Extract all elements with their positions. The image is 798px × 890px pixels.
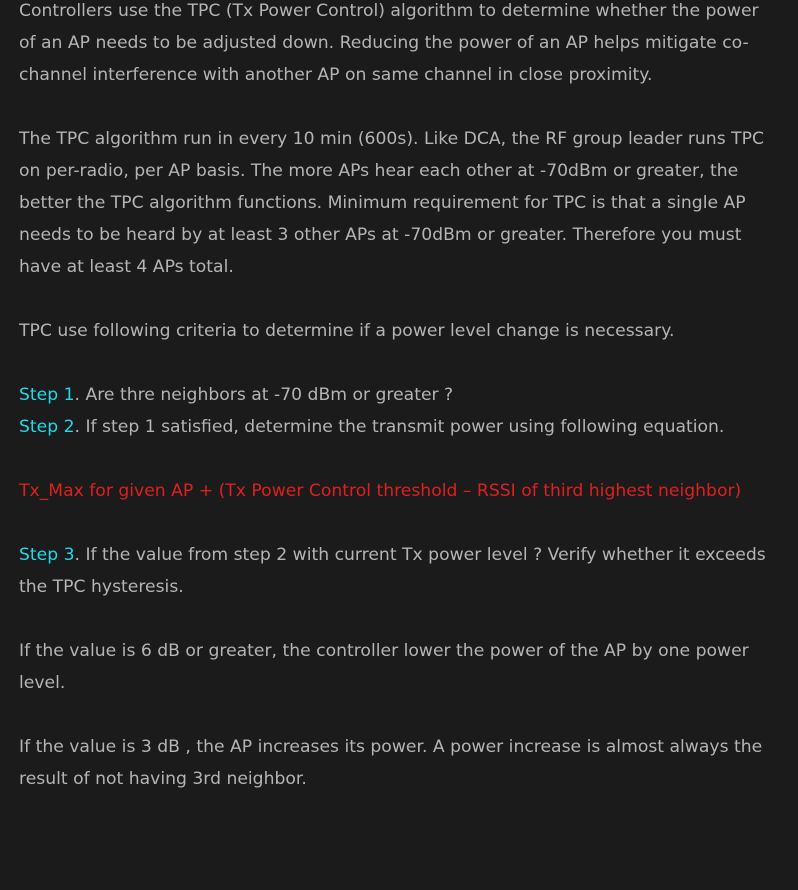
step-3-text: . If the value from step 2 with current Tx power level ? Verify whether it exceeds the TPC hysteresis. <box>19 545 766 597</box>
step-3-line <box>19 539 779 603</box>
decrease-power-paragraph: If the value is 6 dB or greater, the controller lower the power of the AP by one power level. <box>19 641 749 693</box>
step-1-line <box>19 379 779 411</box>
tpc-schedule-paragraph: The TPC algorithm run in every 10 min (600s). Like DCA, the RF group leader runs TPC on per-radio, per AP basis. The more APs hear each other at -70dBm or greater, the better the TPC algorithm functions. Minimum requirement for TPC is that a single AP needs to be heard by at least 3 other APs at -70dBm or greater. Therefore you must have at least 4 APs total. <box>19 129 764 277</box>
criteria-paragraph: TPC use following criteria to determine if a power level change is necessary. <box>19 321 675 341</box>
step-1-label: Step 1 <box>19 385 75 405</box>
article-body <box>19 0 779 827</box>
step-1-text: . Are thre neighbors at -70 dBm or greater ? <box>74 385 454 405</box>
step-2-text: . If step 1 satisfied, determine the transmit power using following equation. <box>74 417 725 437</box>
increase-power-paragraph: If the value is 3 dB , the AP increases its power. A power increase is almost always the result of not having 3rd neighbor. <box>19 737 763 789</box>
intro-paragraph: Controllers use the TPC (Tx Power Control) algorithm to determine whether the power of an AP needs to be adjusted down. Reducing the power of an AP helps mitigate co-channel interference with another AP on same channel in close proximity. <box>19 1 759 85</box>
tx-power-formula: Tx_Max for given AP + (Tx Power Control threshold – RSSI of third highest neighbor) <box>19 481 742 501</box>
step-3-label: Step 3 <box>19 545 75 565</box>
step-2-line <box>19 411 779 443</box>
step-2-label: Step 2 <box>19 417 75 437</box>
